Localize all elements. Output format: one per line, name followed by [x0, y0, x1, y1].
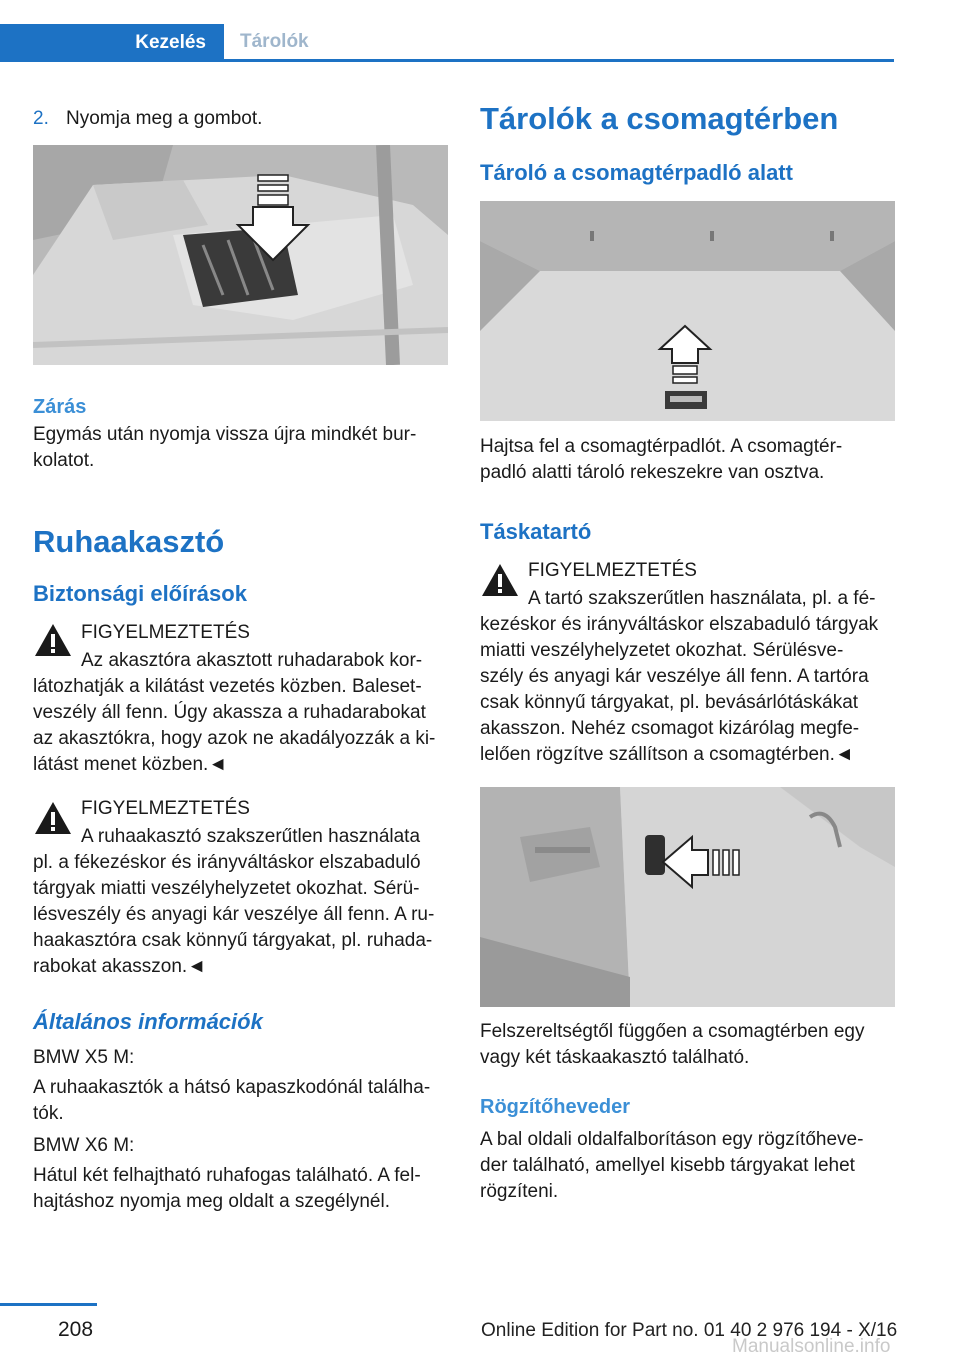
- x6-line: Hátul két felhajtható ruhafogas található. A fel-: [33, 1165, 421, 1186]
- page-header: [0, 24, 894, 62]
- warning1-line: veszély áll fenn. Úgy akassza a ruhadarabokat: [33, 702, 426, 723]
- strap-line: rögzíteni.: [480, 1181, 559, 1202]
- strap-heading: Rögzítőheveder: [480, 1096, 631, 1118]
- warning3-first-line: A tartó szakszerűtlen használata, pl. a fé-: [528, 588, 876, 609]
- warning1-line: látozhatják a kilátást vezetés közben. Baleset-: [33, 676, 422, 697]
- warning2-first-line: A ruhaakasztó szakszerűtlen használata: [81, 826, 421, 847]
- coat-hook-heading: Ruhaakasztó: [33, 524, 225, 559]
- edition-text: Online Edition for Part no. 01 40 2 976 194 - X/16: [481, 1320, 898, 1341]
- x6-line: hajtáshoz nyomja meg oldalt a szegélynél.: [33, 1191, 390, 1212]
- warning-label: FIGYELMEZTETÉS: [81, 622, 250, 643]
- warning2-line: pl. a fékezéskor és irányváltáskor elszabaduló: [33, 852, 421, 873]
- trunk-floor-illustration: [480, 201, 895, 421]
- step-number: 2.: [33, 108, 49, 129]
- underfloor-line: Hajtsa fel a csomagtérpadlót. A csomagtér-: [480, 436, 843, 457]
- closing-line: Egymás után nyomja vissza újra mindkét bur-: [33, 424, 417, 445]
- step-text: Nyomja meg a gombot.: [66, 108, 263, 129]
- warning1-line: látást menet közben.◄: [33, 754, 228, 775]
- x5-line: tók.: [33, 1103, 64, 1124]
- warning3-line: akasszon. Nehéz csomagot kizárólag megfe-: [480, 718, 860, 739]
- page-number: 208: [58, 1318, 94, 1341]
- warning-label: FIGYELMEZTETÉS: [528, 560, 697, 581]
- safety-heading: Biztonsági előírások: [33, 581, 247, 606]
- storage-heading: Tárolók a csomagtérben: [480, 101, 839, 136]
- warning3-line: szély és anyagi kár veszélye áll fenn. A tartóra: [480, 666, 869, 687]
- warning3-line: lelően rögzítve szállítson a csomagtérben.◄: [480, 744, 854, 765]
- bag-hook-image: [480, 787, 895, 1007]
- console-button-illustration: [33, 145, 448, 365]
- footer-rule: [0, 1303, 97, 1306]
- strap-line: der található, amellyel kisebb tárgyakat lehet: [480, 1155, 855, 1176]
- console-button-image: [33, 145, 448, 365]
- x5-line: A ruhaakasztók a hátsó kapaszkodónál találha-: [33, 1077, 431, 1098]
- warning3-line: csak könnyű tárgyakat, pl. bevásárlótáskákat: [480, 692, 859, 713]
- underfloor-heading: Tároló a csomagtérpadló alatt: [480, 160, 793, 185]
- closing-text: [33, 422, 453, 474]
- warning2-line: rabokat akasszon.◄: [33, 956, 207, 977]
- warning3-text: [480, 612, 900, 768]
- warning1-text: [33, 674, 453, 778]
- tab-subsection: Tárolók: [240, 31, 309, 52]
- underfloor-text: [480, 434, 900, 486]
- warning2-line: tárgyak miatti veszélyhelyzetet okozhat. Sérü-: [33, 878, 420, 899]
- warning2-line: haakasztóra csak könnyű tárgyakat, pl. ruhada-: [33, 930, 433, 951]
- strap-line: A bal oldali oldalfalborításon egy rögzítőheve-: [480, 1129, 864, 1150]
- warning3-line: kezéskor és irányváltáskor elszabaduló tárgyak: [480, 614, 879, 635]
- watermark: Manualsonline.info: [732, 1336, 891, 1357]
- bag-hook-line: vagy két táskaakasztó található.: [480, 1047, 750, 1068]
- bag-hook-line: Felszereltségtől függően a csomagtérben egy: [480, 1021, 865, 1042]
- warning3-line: miatti veszélyhelyzetet okozhat. Sérülésve-: [480, 640, 844, 661]
- x5-text: [33, 1075, 453, 1127]
- warning-icon: [33, 800, 73, 836]
- tab-section: Kezelés: [0, 24, 224, 62]
- warning1-first-line: Az akasztóra akasztott ruhadarabok kor-: [81, 650, 423, 671]
- warning-icon: [33, 622, 73, 658]
- bag-hook-text: [480, 1019, 900, 1071]
- warning1-line: az akasztókra, hogy azok ne akadályozzák a ki-: [33, 728, 436, 749]
- warning2-line: lésveszély és anyagi kár veszélye áll fenn. A ru-: [33, 904, 435, 925]
- bag-hook-illustration: [480, 787, 895, 1007]
- x6-label: BMW X6 M:: [33, 1135, 135, 1156]
- underfloor-line: padló alatti tároló rekeszekre van osztva.: [480, 462, 825, 483]
- warning2-text: [33, 850, 453, 980]
- bag-hook-heading: Táskatartó: [480, 519, 592, 544]
- warning-label: FIGYELMEZTETÉS: [81, 798, 250, 819]
- strap-text: [480, 1127, 900, 1205]
- x5-label: BMW X5 M:: [33, 1047, 135, 1068]
- x6-text: [33, 1163, 453, 1215]
- trunk-floor-image: [480, 201, 895, 421]
- general-info-heading: Általános információk: [33, 1009, 263, 1034]
- warning-icon: [480, 562, 520, 598]
- closing-line: kolatot.: [33, 450, 95, 471]
- closing-heading: Zárás: [33, 396, 87, 418]
